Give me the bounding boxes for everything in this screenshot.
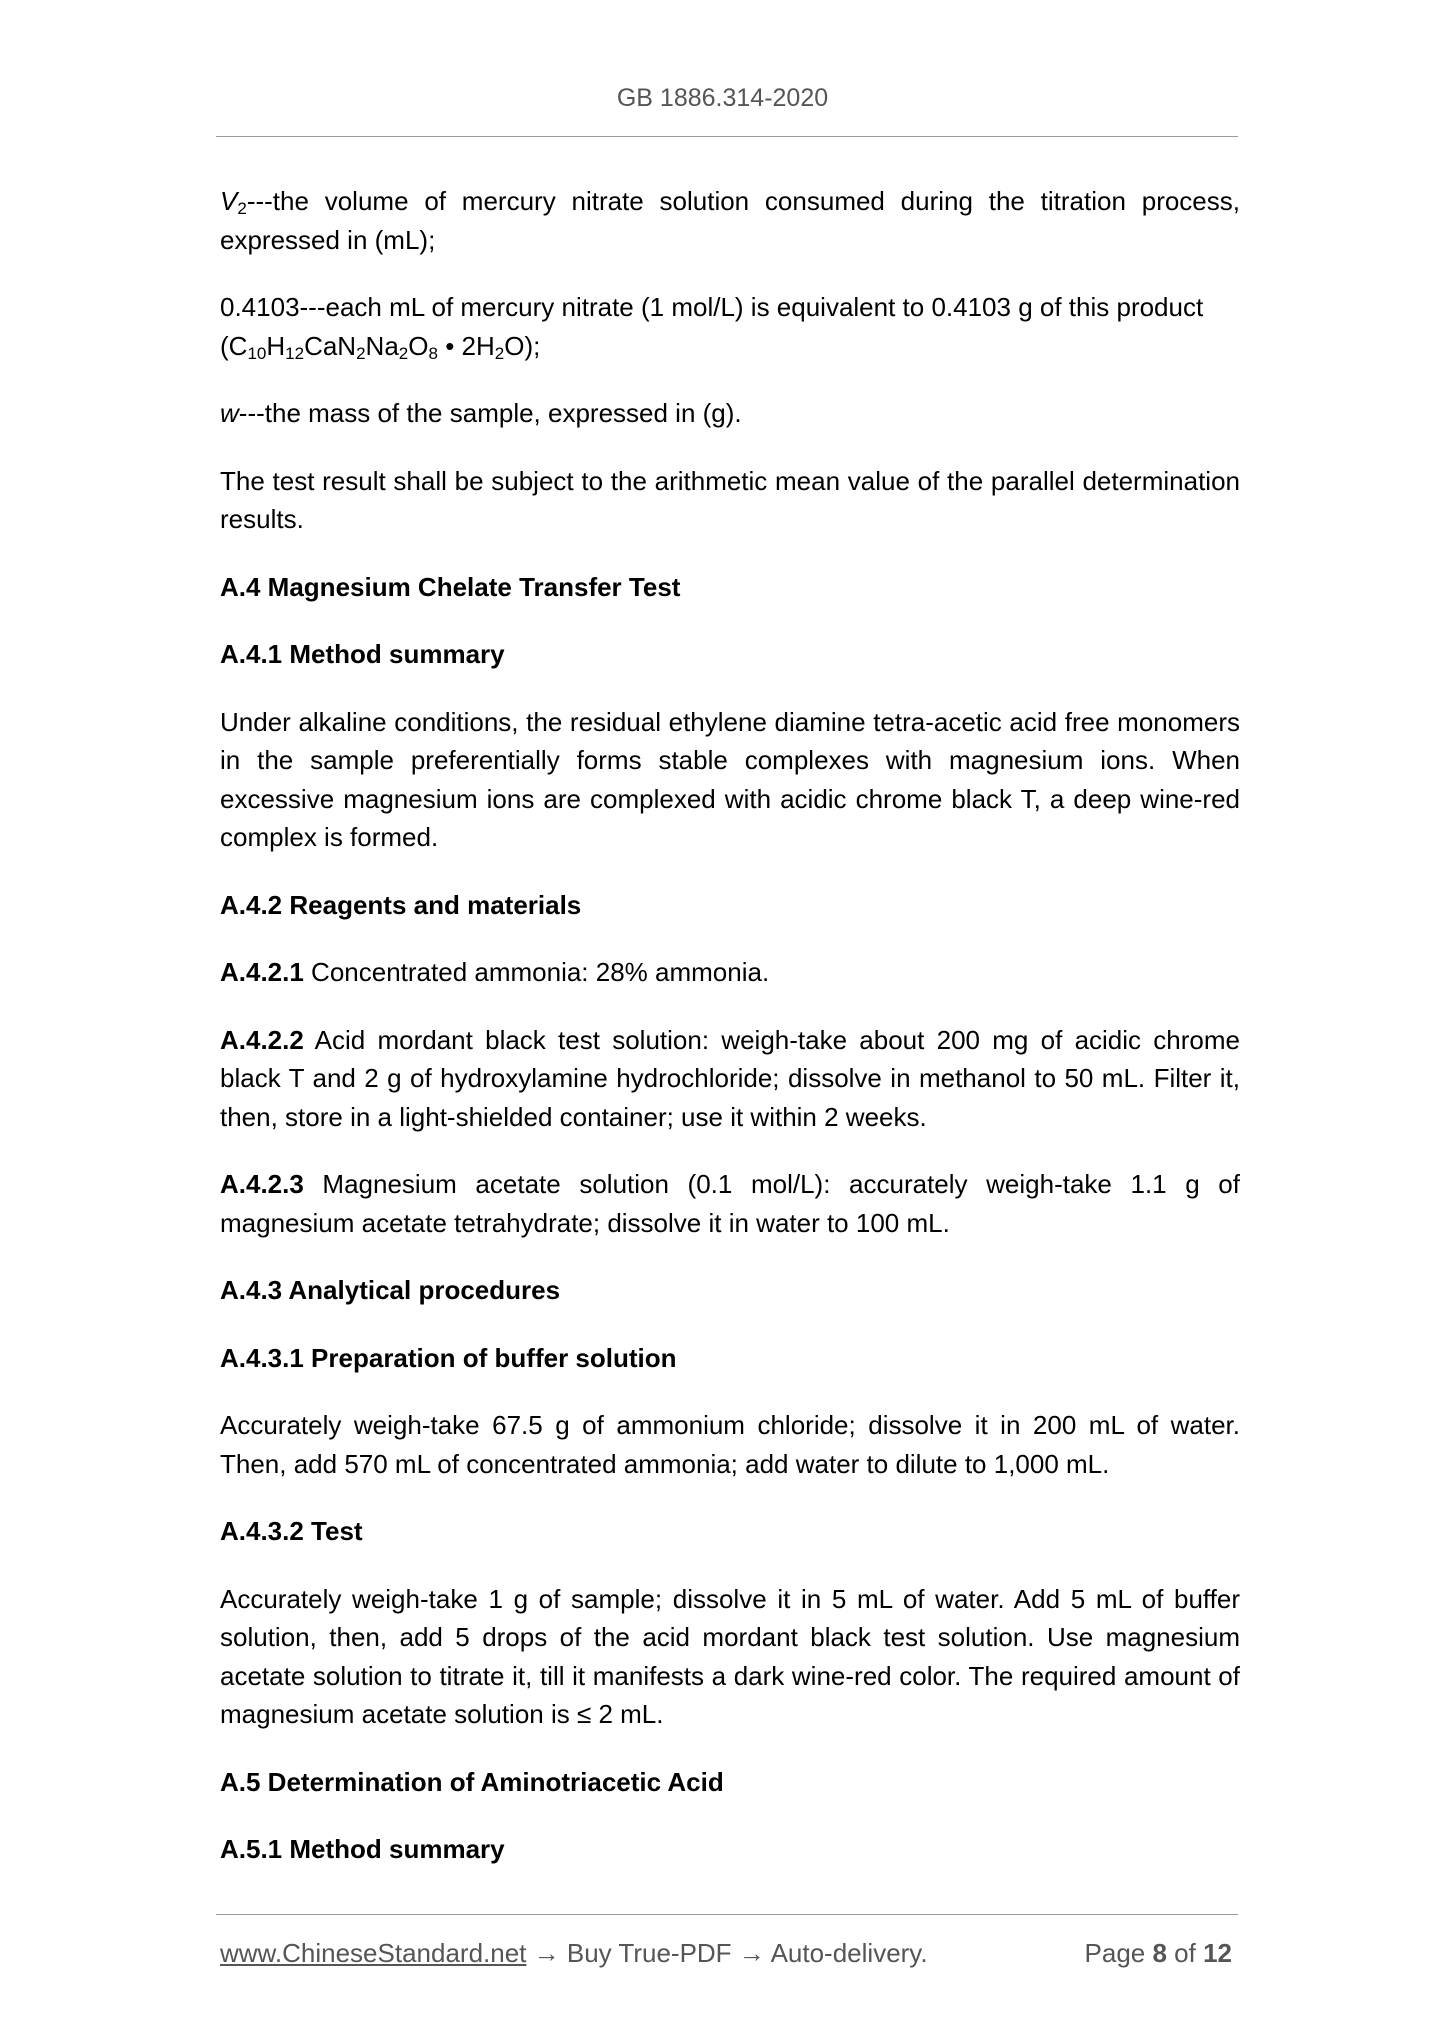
formula-part: O xyxy=(408,330,429,361)
page-number: 8 xyxy=(1152,1938,1167,1968)
of-word: of xyxy=(1166,1938,1204,1968)
formula-sub: 10 xyxy=(247,343,267,363)
var-v-sub: 2 xyxy=(237,199,247,218)
footer-tagline: → Buy True-PDF → Auto-delivery. xyxy=(526,1938,928,1968)
formula-sub: 8 xyxy=(428,343,438,363)
clause-label: A.4.2.2 xyxy=(220,1024,304,1055)
clause-label: A.4.2.3 xyxy=(220,1169,304,1199)
clause-text: Concentrated ammonia: 28% ammonia. xyxy=(303,957,770,987)
section-a5-heading: A.5 Determination of Aminotriacetic Acid xyxy=(220,1766,724,1797)
chemical-formula xyxy=(220,331,540,361)
definition-w xyxy=(220,394,1240,433)
definition-w-text: ---the mass of the sample, expressed in (g). xyxy=(238,398,742,428)
page-header: GB 1886.314-2020 xyxy=(616,84,829,112)
section-a431-heading: A.4.3.1 Preparation of buffer solution xyxy=(220,1342,677,1373)
footer-divider xyxy=(216,1914,1238,1915)
document-body xyxy=(220,182,1240,1898)
definition-factor xyxy=(220,288,1240,365)
section-a51-heading: A.5.1 Method summary xyxy=(220,1834,505,1864)
formula-sub: 2 xyxy=(398,343,409,363)
formula-sub: 2 xyxy=(494,343,505,363)
clause-text: Magnesium acetate solution (0.1 mol/L): accurately weigh-take 1.1 g of magnesium acetate tetrahydrate; dissolve it in water to 100 mL. xyxy=(220,1169,1240,1238)
section-a431-text: Accurately weigh-take 67.5 g of ammonium chloride; dissolve it in 200 mL of water. Then, add 570 mL of concentrated ammonia; add water to dilute to 1,000 mL. xyxy=(220,1410,1240,1479)
section-a4-heading: A.4 Magnesium Chelate Transfer Test xyxy=(220,571,681,602)
section-a423 xyxy=(220,1165,1240,1242)
formula-sub: 2 xyxy=(356,343,366,363)
section-a421 xyxy=(220,953,1240,992)
section-a41-text: Under alkaline conditions, the residual ethylene diamine tetra-acetic acid free monomers in the sample preferentially forms stable complexes with magnesium ions. When excessive magnesium ions are complexed with acidic chrome black T, a deep wine-red complex is formed. xyxy=(220,706,1240,852)
formula-part: • 2H xyxy=(437,330,495,361)
formula-part: (C xyxy=(220,330,248,361)
section-a42-heading: A.4.2 Reagents and materials xyxy=(220,889,582,920)
section-a41-heading: A.4.1 Method summary xyxy=(220,639,505,669)
formula-part: O); xyxy=(504,330,541,361)
page-total: 12 xyxy=(1203,1938,1232,1968)
page-footer xyxy=(220,1938,1232,1969)
definition-factor-text: 0.4103---each mL of mercury nitrate (1 mol/L) is equivalent to 0.4103 g of this product xyxy=(220,292,1204,322)
formula-sub: 12 xyxy=(285,343,305,363)
section-a43-heading: A.4.3 Analytical procedures xyxy=(220,1275,561,1305)
formula-part: Na xyxy=(365,330,399,361)
page-indicator xyxy=(1085,1938,1232,1969)
section-a432-text: Accurately weigh-take 1 g of sample; dissolve it in 5 mL of water. Add 5 mL of buffer solution, then, add 5 drops of the acid mordant black test solution. Use magnesium acetate solution to titrate it, till it manifests a dark wine-red color. The required amount of magnesium acetate solution is ≤ 2 mL. xyxy=(220,1583,1240,1729)
result-paragraph: The test result shall be subject to the arithmetic mean value of the parallel determination results. xyxy=(220,465,1240,534)
definition-v2 xyxy=(220,182,1240,259)
formula-part: H xyxy=(266,330,286,361)
header-divider xyxy=(216,136,1238,137)
formula-part: CaN xyxy=(304,330,357,361)
clause-label: A.4.2.1 xyxy=(220,957,304,987)
var-w: w xyxy=(220,398,239,428)
var-v: V xyxy=(220,186,238,216)
section-a422 xyxy=(220,1021,1240,1137)
clause-text: Acid mordant black test solution: weigh-take about 200 mg of acidic chrome black T and 2 g of hydroxylamine hydrochloride; dissolve in methanol to 50 mL. Filter it, then, store in a light-shielded container; use it within 2 weeks. xyxy=(220,1024,1240,1132)
definition-v2-text: ---the volume of mercury nitrate solution consumed during the titration process, expressed in (mL); xyxy=(220,186,1240,255)
page-word: Page xyxy=(1084,1938,1153,1968)
section-a432-heading: A.4.3.2 Test xyxy=(220,1516,363,1546)
website-link[interactable]: www.ChineseStandard.net xyxy=(220,1938,527,1968)
